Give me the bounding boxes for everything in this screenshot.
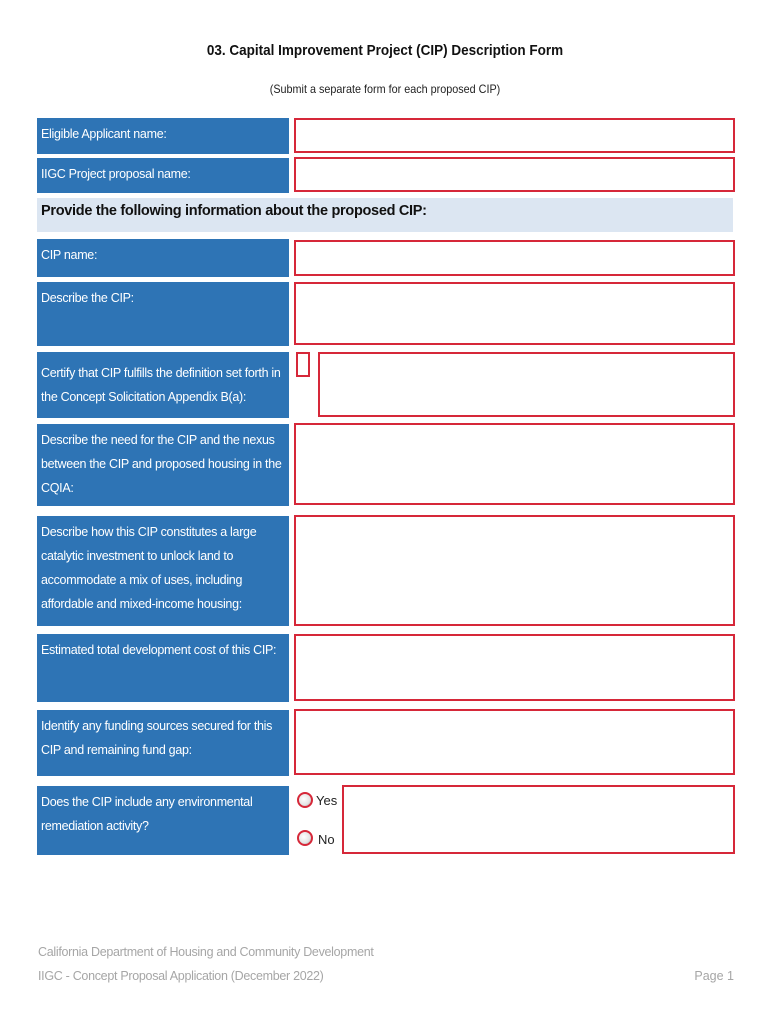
environmental-remediation-label: Does the CIP include any environmental remediation activity?	[37, 786, 289, 855]
catalytic-investment-field[interactable]	[294, 515, 735, 626]
applicant-name-label: Eligible Applicant name:	[37, 118, 289, 154]
applicant-name-field[interactable]	[294, 118, 735, 153]
footer-application: IIGC - Concept Proposal Application (December 2022)	[38, 969, 324, 983]
yes-radio-label: Yes	[316, 793, 338, 808]
funding-sources-label: Identify any funding sources secured for this CIP and remaining fund gap:	[37, 710, 289, 776]
page-number: Page 1	[694, 969, 734, 983]
certify-label: Certify that CIP fulfills the definition set forth in the Concept Solicitation Appendix B(a):	[37, 352, 289, 418]
yes-radio[interactable]	[297, 792, 313, 808]
describe-cip-label: Describe the CIP:	[37, 282, 289, 346]
cip-name-label: CIP name:	[37, 239, 289, 277]
project-name-label: IIGC Project proposal name:	[37, 158, 289, 193]
form-subtitle: (Submit a separate form for each proposed CIP)	[269, 82, 501, 96]
no-radio-label: No	[318, 832, 335, 847]
development-cost-field[interactable]	[294, 634, 735, 701]
project-name-field[interactable]	[294, 157, 735, 192]
section-heading: Provide the following information about the proposed CIP:	[37, 198, 733, 232]
certify-checkbox[interactable]	[296, 352, 310, 377]
catalytic-investment-label: Describe how this CIP constitutes a large catalytic investment to unlock land to accommodate a mix of uses, including affordable and mixed-income housing:	[37, 516, 289, 626]
need-nexus-field[interactable]	[294, 423, 735, 505]
form-title: 03. Capital Improvement Project (CIP) Description Form	[206, 42, 564, 59]
funding-sources-field[interactable]	[294, 709, 735, 775]
cip-name-field[interactable]	[294, 240, 735, 276]
certify-field[interactable]	[318, 352, 735, 417]
footer-department: California Department of Housing and Community Development	[38, 945, 374, 959]
environmental-remediation-field[interactable]	[342, 785, 735, 854]
describe-cip-field[interactable]	[294, 282, 735, 345]
development-cost-label: Estimated total development cost of this CIP:	[37, 634, 289, 702]
need-nexus-label: Describe the need for the CIP and the nexus between the CIP and proposed housing in the CQIA:	[37, 424, 289, 506]
no-radio[interactable]	[297, 830, 313, 846]
